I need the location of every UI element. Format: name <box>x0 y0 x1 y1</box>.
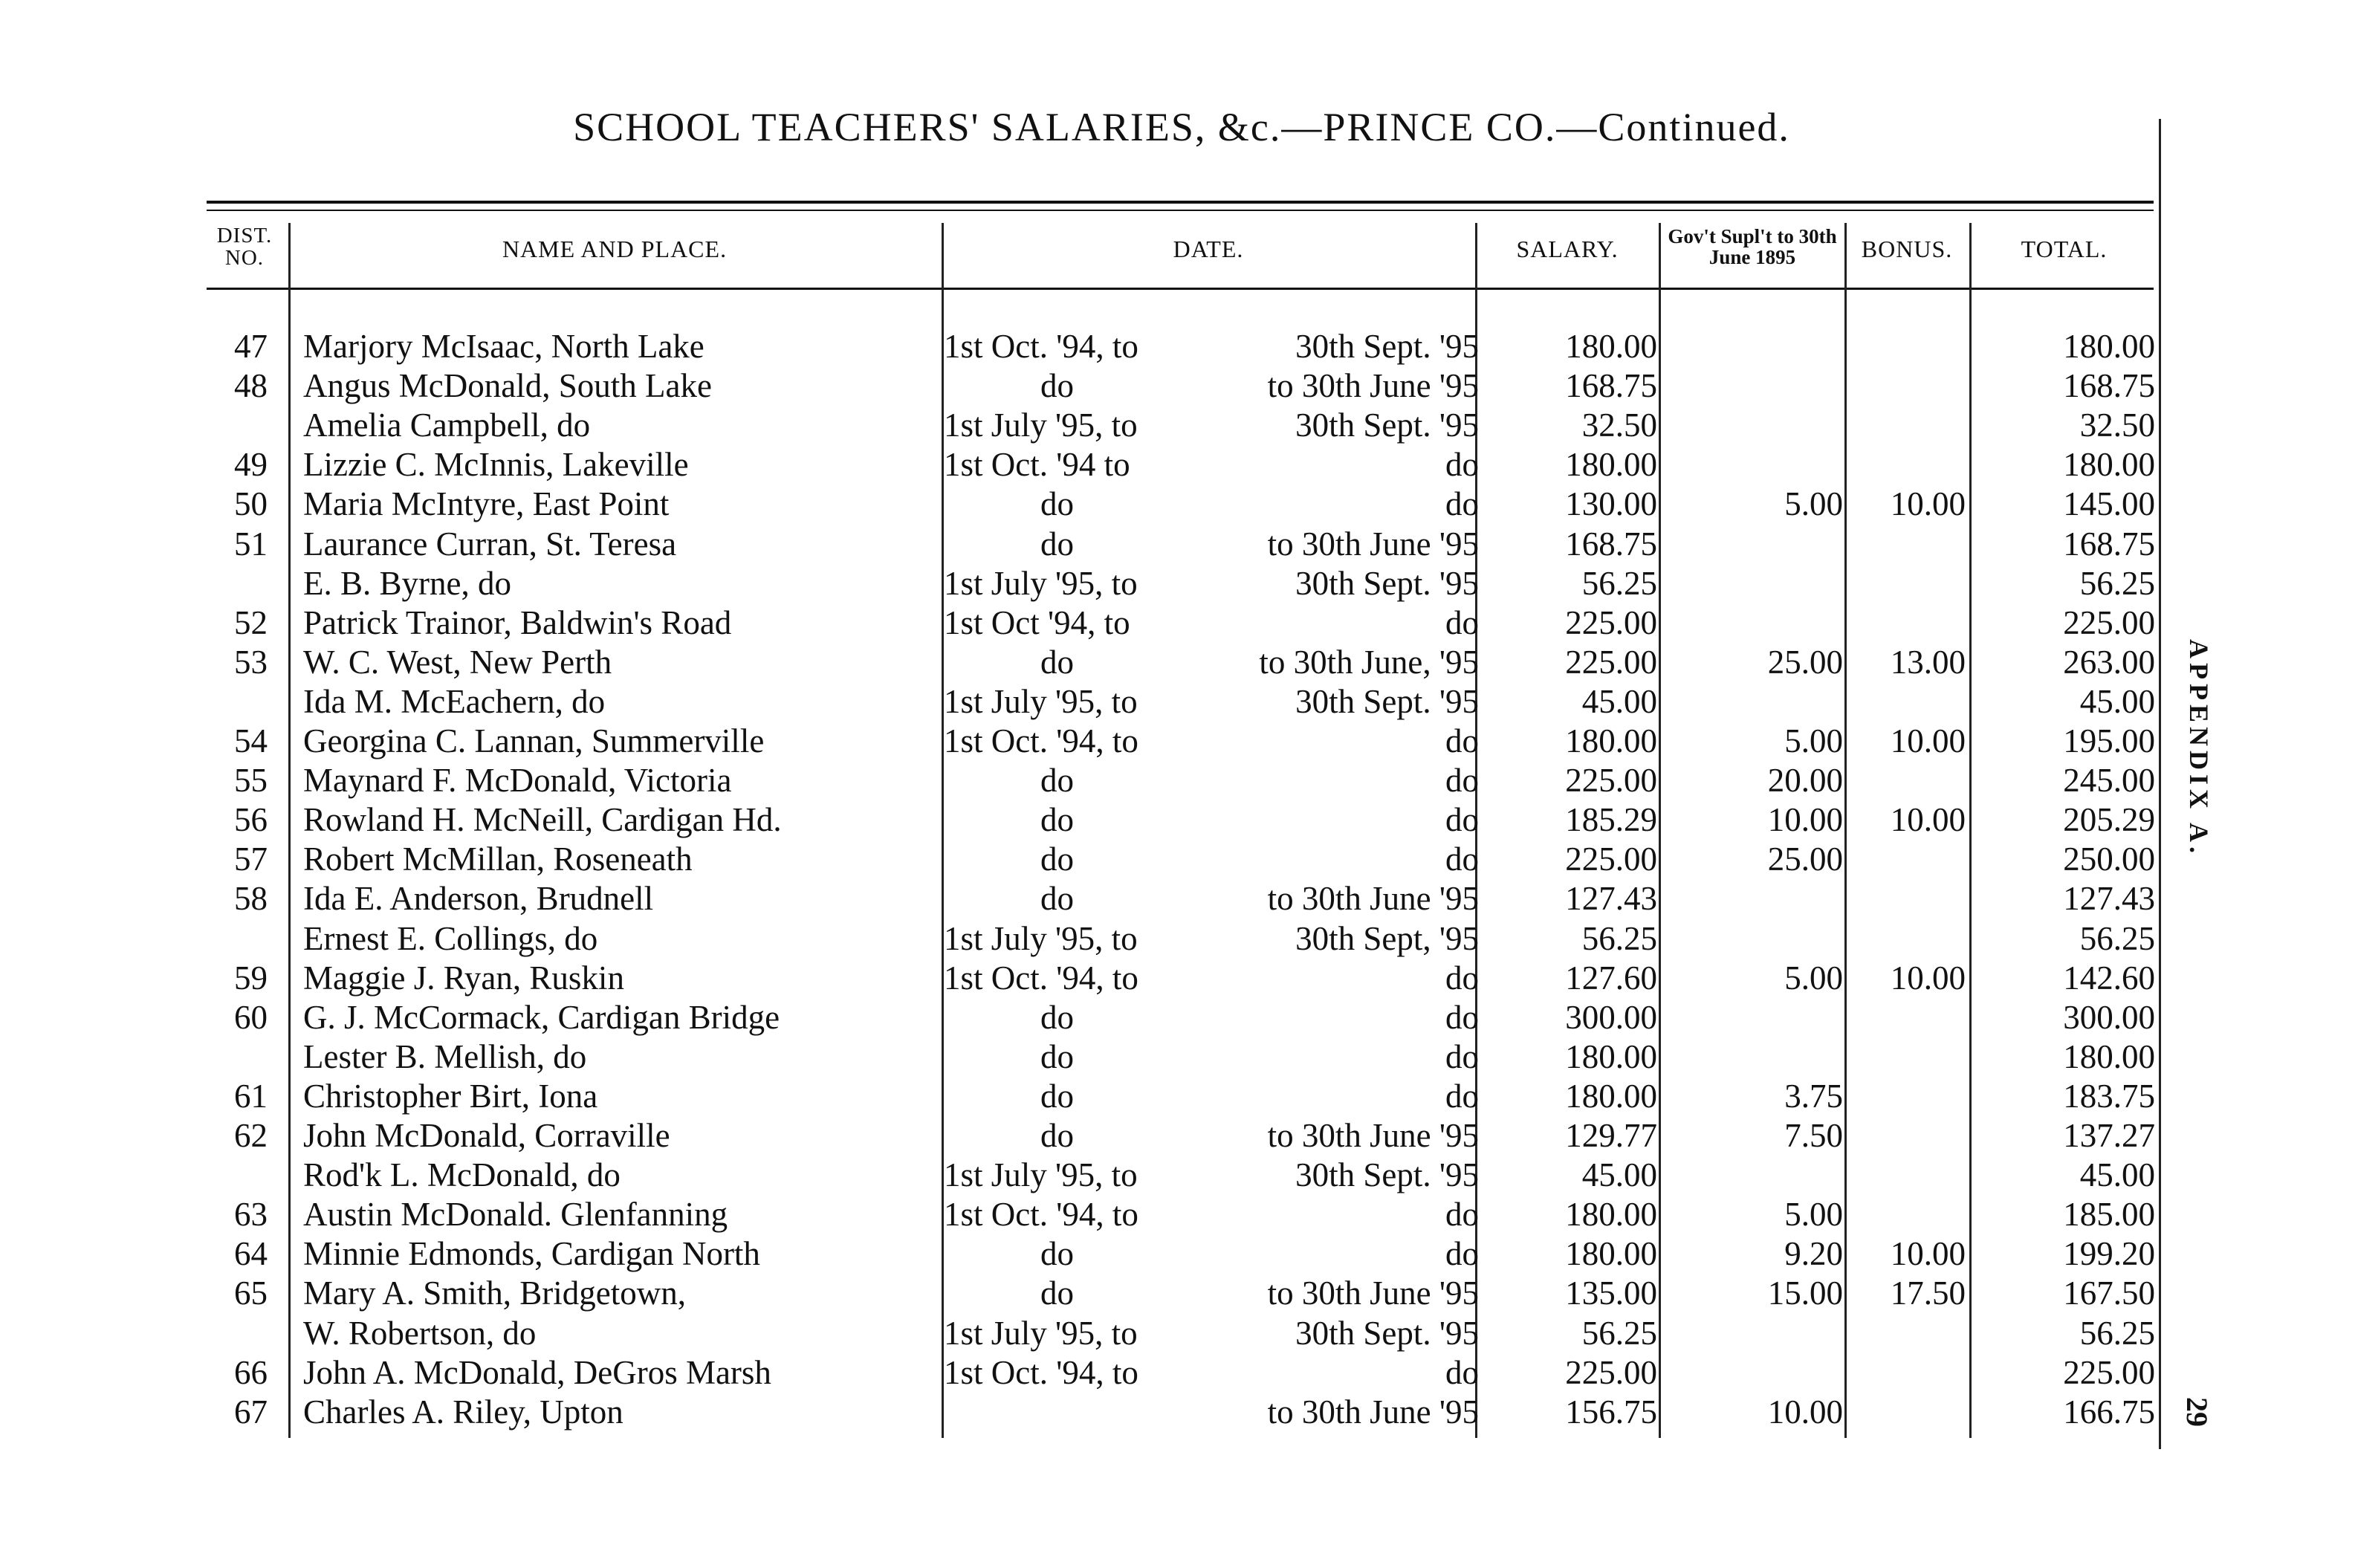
total-cell: 45.00 <box>2079 682 2155 720</box>
bonus-cell: 10.00 <box>1890 801 1966 839</box>
table-row <box>0 1314 2229 1353</box>
bonus-cell <box>1850 327 1966 366</box>
supplement-cell: 10.00 <box>1767 1393 1843 1431</box>
supplement-cell: 5.00 <box>1784 1196 1843 1234</box>
dist-no-cell: 62 <box>234 1117 268 1154</box>
date-from: 1st Oct '94, to <box>944 603 1130 641</box>
total-cell: 168.75 <box>2063 367 2155 405</box>
bonus-cell <box>1850 1195 1966 1234</box>
date-from: do <box>1040 1274 1074 1312</box>
date-to: do <box>1445 1353 1479 1391</box>
date-to: 30th Sept. '95 <box>1295 1156 1479 1194</box>
total-cell: 183.75 <box>2063 1077 2155 1115</box>
table-row <box>0 722 2229 761</box>
supplement-cell <box>1665 525 1843 564</box>
salary-cell: 180.00 <box>1565 1196 1657 1234</box>
total-cell: 195.00 <box>2063 722 2155 759</box>
bonus-cell: 17.50 <box>1890 1274 1966 1312</box>
salary-cell: 225.00 <box>1565 643 1657 681</box>
date-to: do <box>1445 959 1479 997</box>
salary-cell: 127.60 <box>1565 959 1657 997</box>
name-place-cell: Austin McDonald. Glenfanning <box>303 1196 728 1234</box>
total-cell: 56.25 <box>2079 1314 2155 1352</box>
date-from: 1st Oct. '94, to <box>944 1196 1138 1234</box>
date-to: 30th Sept. '95 <box>1295 1314 1479 1352</box>
date-to: 30th Sept, '95 <box>1295 919 1479 957</box>
date-to: do <box>1445 1037 1479 1075</box>
date-to: do <box>1445 446 1479 484</box>
supplement-cell <box>1665 366 1843 406</box>
dist-no-cell: 54 <box>234 722 268 759</box>
dist-no-cell <box>204 1156 268 1195</box>
name-place-cell: Lester B. Mellish, do <box>303 1037 587 1075</box>
bonus-cell <box>1850 1314 1966 1353</box>
supplement-cell <box>1665 327 1843 366</box>
dist-no-cell <box>204 1037 268 1077</box>
salary-cell: 56.25 <box>1581 564 1657 602</box>
date-from: do <box>1040 880 1074 918</box>
name-place-cell: G. J. McCormack, Cardigan Bridge <box>303 998 780 1036</box>
date-cell <box>944 1037 1479 1077</box>
date-cell <box>944 840 1479 879</box>
top-rule-thick <box>207 201 2154 204</box>
dist-no-cell <box>204 682 268 722</box>
date-cell <box>944 1077 1479 1116</box>
bonus-cell <box>1850 761 1966 800</box>
bonus-cell: 10.00 <box>1890 485 1966 523</box>
supplement-cell: 3.75 <box>1784 1077 1843 1115</box>
total-cell: 225.00 <box>2063 1353 2155 1391</box>
header-dist-no-text: DIST. NO. <box>216 224 273 270</box>
header-bonus: BONUS. <box>1861 236 1953 262</box>
name-place-cell: Laurance Curran, St. Teresa <box>303 525 677 563</box>
date-from: do <box>1040 643 1074 681</box>
date-cell <box>944 643 1479 682</box>
total-cell: 56.25 <box>2079 564 2155 602</box>
date-from: do <box>1040 485 1074 523</box>
date-cell <box>944 800 1479 840</box>
table-row <box>0 840 2229 879</box>
salary-cell: 180.00 <box>1565 1235 1657 1273</box>
salary-cell: 56.25 <box>1581 1314 1657 1352</box>
date-to: do <box>1445 485 1479 523</box>
supplement-cell: 25.00 <box>1767 643 1843 681</box>
salary-cell: 130.00 <box>1565 485 1657 523</box>
supplement-cell <box>1665 1314 1843 1353</box>
date-from: do <box>1040 840 1074 878</box>
dist-no-cell <box>204 1314 268 1353</box>
date-from: 1st Oct. '94, to <box>944 328 1138 365</box>
bonus-cell <box>1850 1037 1966 1077</box>
supplement-cell: 5.00 <box>1784 485 1843 523</box>
table-row <box>0 366 2229 406</box>
date-to: do <box>1445 1196 1479 1234</box>
dist-no-cell: 63 <box>234 1196 268 1234</box>
total-cell: 180.00 <box>2063 446 2155 484</box>
salary-cell: 185.29 <box>1565 801 1657 839</box>
date-to: 30th Sept. '95 <box>1295 682 1479 720</box>
name-place-cell: Charles A. Riley, Upton <box>303 1393 623 1431</box>
dist-no-cell: 59 <box>234 959 268 997</box>
date-from: do <box>1040 525 1074 563</box>
date-cell <box>944 406 1479 445</box>
header-date: DATE. <box>1173 236 1244 262</box>
bonus-cell <box>1850 564 1966 603</box>
table-row <box>0 682 2229 722</box>
supplement-cell <box>1665 879 1843 919</box>
date-from: 1st Oct. '94, to <box>944 1353 1138 1391</box>
date-cell <box>944 603 1479 643</box>
salary-cell: 129.77 <box>1565 1117 1657 1154</box>
total-cell: 180.00 <box>2063 328 2155 365</box>
salary-cell: 180.00 <box>1565 1037 1657 1075</box>
dist-no-cell <box>204 564 268 603</box>
name-place-cell: Mary A. Smith, Bridgetown, <box>303 1274 686 1312</box>
date-cell <box>944 1314 1479 1353</box>
total-cell: 127.43 <box>2063 880 2155 918</box>
header-total: TOTAL. <box>2021 236 2108 262</box>
table-row <box>0 327 2229 366</box>
total-cell: 225.00 <box>2063 603 2155 641</box>
date-from: do <box>1040 367 1074 405</box>
date-to: 30th Sept. '95 <box>1295 406 1479 444</box>
bonus-cell: 13.00 <box>1890 643 1966 681</box>
name-place-cell: Maria McIntyre, East Point <box>303 485 670 523</box>
dist-no-cell: 55 <box>234 762 268 800</box>
supplement-cell <box>1665 564 1843 603</box>
table-row <box>0 445 2229 485</box>
table-row <box>0 998 2229 1037</box>
date-to: 30th Sept. '95 <box>1295 564 1479 602</box>
name-place-cell: Marjory McIsaac, North Lake <box>303 328 704 365</box>
date-from: do <box>1040 1077 1074 1115</box>
salary-cell: 225.00 <box>1565 840 1657 878</box>
date-cell <box>944 919 1479 959</box>
bonus-cell <box>1850 445 1966 485</box>
total-cell: 205.29 <box>2063 801 2155 839</box>
salary-cell: 127.43 <box>1565 880 1657 918</box>
salary-cell: 56.25 <box>1581 919 1657 957</box>
name-place-cell: Ida E. Anderson, Brudnell <box>303 880 654 918</box>
supplement-cell <box>1665 406 1843 445</box>
table-row <box>0 1234 2229 1274</box>
date-to: to 30th June '95 <box>1267 880 1479 918</box>
date-cell <box>944 525 1479 564</box>
bonus-cell <box>1850 1353 1966 1393</box>
supplement-cell <box>1665 1037 1843 1077</box>
page-title: SCHOOL TEACHERS' SALARIES, &c.—PRINCE CO.—Continued. <box>573 105 1790 149</box>
table-row <box>0 603 2229 643</box>
table-row <box>0 1156 2229 1195</box>
date-to: do <box>1445 840 1479 878</box>
salary-cell: 225.00 <box>1565 762 1657 800</box>
total-cell: 245.00 <box>2063 762 2155 800</box>
salary-cell: 180.00 <box>1565 1077 1657 1115</box>
date-from: do <box>1040 1117 1074 1154</box>
table-row <box>0 1077 2229 1116</box>
bonus-cell <box>1850 406 1966 445</box>
date-cell <box>944 1156 1479 1195</box>
total-cell: 137.27 <box>2063 1117 2155 1154</box>
table-row <box>0 1393 2229 1432</box>
date-cell <box>944 998 1479 1037</box>
top-rule-thin <box>207 210 2154 211</box>
date-from: 1st July '95, to <box>944 1156 1138 1194</box>
salary-cell: 225.00 <box>1565 1353 1657 1391</box>
dist-no-cell: 60 <box>234 998 268 1036</box>
date-to: to 30th June '95 <box>1267 1274 1479 1312</box>
dist-no-cell: 64 <box>234 1235 268 1273</box>
salary-cell: 45.00 <box>1581 682 1657 720</box>
date-to: to 30th June '95 <box>1267 1117 1479 1154</box>
date-to: do <box>1445 762 1479 800</box>
bonus-cell <box>1850 603 1966 643</box>
name-place-cell: Ida M. McEachern, do <box>303 682 606 720</box>
dist-no-cell: 57 <box>234 840 268 878</box>
salary-cell: 180.00 <box>1565 722 1657 759</box>
supplement-cell <box>1665 603 1843 643</box>
dist-no-cell: 66 <box>234 1353 268 1391</box>
supplement-cell <box>1665 682 1843 722</box>
bonus-cell <box>1850 525 1966 564</box>
date-cell <box>944 722 1479 761</box>
name-place-cell: Patrick Trainor, Baldwin's Road <box>303 603 732 641</box>
bonus-cell: 10.00 <box>1890 1235 1966 1273</box>
dist-no-cell: 49 <box>234 446 268 484</box>
header-govt-supplement: Gov't Supl't to 30th June 1895 <box>1668 225 1837 268</box>
supplement-cell: 15.00 <box>1767 1274 1843 1312</box>
date-to: to 30th June '95 <box>1267 525 1479 563</box>
date-from: 1st Oct. '94 to <box>944 446 1130 484</box>
date-to: 30th Sept. '95 <box>1295 328 1479 365</box>
bonus-cell <box>1850 879 1966 919</box>
name-place-cell: John McDonald, Corraville <box>303 1117 670 1154</box>
salary-cell: 300.00 <box>1565 998 1657 1036</box>
name-place-cell: Rod'k L. McDonald, do <box>303 1156 621 1194</box>
date-to: do <box>1445 801 1479 839</box>
dist-no-cell <box>204 406 268 445</box>
table-row <box>0 643 2229 682</box>
date-from: 1st Oct. '94, to <box>944 722 1138 759</box>
supplement-cell: 10.00 <box>1767 801 1843 839</box>
table-row <box>0 1274 2229 1313</box>
dist-no-cell <box>204 919 268 959</box>
name-place-cell: Rowland H. McNeill, Cardigan Hd. <box>303 801 782 839</box>
dist-no-cell: 58 <box>234 880 268 918</box>
dist-no-cell: 56 <box>234 801 268 839</box>
total-cell: 56.25 <box>2079 919 2155 957</box>
supplement-cell <box>1665 1156 1843 1195</box>
date-cell <box>944 1116 1479 1156</box>
name-place-cell: E. B. Byrne, do <box>303 564 511 602</box>
salary-cell: 180.00 <box>1565 328 1657 365</box>
supplement-cell: 9.20 <box>1784 1235 1843 1273</box>
bonus-cell: 10.00 <box>1890 959 1966 997</box>
name-place-cell: Georgina C. Lannan, Summerville <box>303 722 765 759</box>
date-cell <box>944 445 1479 485</box>
bonus-cell <box>1850 840 1966 879</box>
supplement-cell: 20.00 <box>1767 762 1843 800</box>
date-cell <box>944 1353 1479 1393</box>
total-cell: 32.50 <box>2079 406 2155 444</box>
date-from: do <box>1040 762 1074 800</box>
total-cell: 263.00 <box>2063 643 2155 681</box>
salary-cell: 156.75 <box>1565 1393 1657 1431</box>
appendix-label: APPENDIX A. <box>2184 639 2214 858</box>
date-cell <box>944 761 1479 800</box>
header-dist-no <box>204 224 285 269</box>
table-row <box>0 1116 2229 1156</box>
date-to: do <box>1445 998 1479 1036</box>
date-from: 1st Oct. '94, to <box>944 959 1138 997</box>
dist-no-cell: 53 <box>234 643 268 681</box>
name-place-cell: Amelia Campbell, do <box>303 406 591 444</box>
salary-cell: 225.00 <box>1565 603 1657 641</box>
supplement-cell <box>1665 998 1843 1037</box>
table-row <box>0 1353 2229 1393</box>
supplement-cell: 5.00 <box>1784 959 1843 997</box>
name-place-cell: Minnie Edmonds, Cardigan North <box>303 1235 760 1273</box>
total-cell: 185.00 <box>2063 1196 2155 1234</box>
date-from: 1st July '95, to <box>944 564 1138 602</box>
header-bottom-rule <box>207 288 2154 290</box>
name-place-cell: Ernest E. Collings, do <box>303 919 598 957</box>
name-place-cell: Angus McDonald, South Lake <box>303 367 712 405</box>
total-cell: 250.00 <box>2063 840 2155 878</box>
total-cell: 167.50 <box>2063 1274 2155 1312</box>
date-cell <box>944 1393 1479 1432</box>
date-from: do <box>1040 1235 1074 1273</box>
total-cell: 166.75 <box>2063 1393 2155 1431</box>
table-row <box>0 485 2229 524</box>
table-row <box>0 919 2229 959</box>
total-cell: 142.60 <box>2063 959 2155 997</box>
table-row <box>0 525 2229 564</box>
supplement-cell: 25.00 <box>1767 840 1843 878</box>
salary-cell: 45.00 <box>1581 1156 1657 1194</box>
total-cell: 45.00 <box>2079 1156 2155 1194</box>
header-salary: SALARY. <box>1516 236 1619 262</box>
table-row <box>0 761 2229 800</box>
name-place-cell: Robert McMillan, Roseneath <box>303 840 693 878</box>
dist-no-cell: 65 <box>234 1274 268 1312</box>
table-row <box>0 564 2229 603</box>
total-cell: 145.00 <box>2063 485 2155 523</box>
date-from: do <box>1040 801 1074 839</box>
date-to: to 30th June '95 <box>1267 367 1479 405</box>
supplement-cell <box>1665 445 1843 485</box>
date-cell <box>944 366 1479 406</box>
date-from: do <box>1040 998 1074 1036</box>
date-to: do <box>1445 1235 1479 1273</box>
salary-cell: 168.75 <box>1565 367 1657 405</box>
dist-no-cell: 50 <box>234 485 268 523</box>
date-from: do <box>1040 1037 1074 1075</box>
header-name-place: NAME AND PLACE. <box>502 236 728 262</box>
name-place-cell: Lizzie C. McInnis, Lakeville <box>303 446 689 484</box>
dist-no-cell: 61 <box>234 1077 268 1115</box>
total-cell: 180.00 <box>2063 1037 2155 1075</box>
dist-no-cell: 51 <box>234 525 268 563</box>
salary-cell: 135.00 <box>1565 1274 1657 1312</box>
date-to: do <box>1445 1077 1479 1115</box>
name-place-cell: Maggie J. Ryan, Ruskin <box>303 959 624 997</box>
total-cell: 300.00 <box>2063 998 2155 1036</box>
date-from: 1st July '95, to <box>944 1314 1138 1352</box>
table-row <box>0 1195 2229 1234</box>
table-row <box>0 959 2229 998</box>
name-place-cell: John A. McDonald, DeGros Marsh <box>303 1353 771 1391</box>
bonus-cell <box>1850 919 1966 959</box>
date-from: 1st July '95, to <box>944 406 1138 444</box>
date-to: to 30th June, '95 <box>1259 643 1479 681</box>
date-cell <box>944 959 1479 998</box>
dist-no-cell: 47 <box>234 328 268 365</box>
table-row <box>0 1037 2229 1077</box>
date-cell <box>944 1195 1479 1234</box>
name-place-cell: W. C. West, New Perth <box>303 643 612 681</box>
table-row <box>0 879 2229 919</box>
supplement-cell: 7.50 <box>1784 1117 1843 1154</box>
table-row <box>0 800 2229 840</box>
name-place-cell: W. Robertson, do <box>303 1314 537 1352</box>
dist-no-cell: 67 <box>234 1393 268 1431</box>
date-from: 1st July '95, to <box>944 919 1138 957</box>
bonus-cell <box>1850 1156 1966 1195</box>
date-cell <box>944 327 1479 366</box>
date-to: do <box>1445 603 1479 641</box>
bonus-cell <box>1850 1393 1966 1432</box>
dist-no-cell: 48 <box>234 367 268 405</box>
date-to: to 30th June '95 <box>1267 1393 1479 1431</box>
date-cell <box>944 485 1479 524</box>
dist-no-cell: 52 <box>234 603 268 641</box>
date-from: 1st July '95, to <box>944 682 1138 720</box>
salary-cell: 180.00 <box>1565 446 1657 484</box>
date-cell <box>944 682 1479 722</box>
table-row <box>0 406 2229 445</box>
bonus-cell <box>1850 366 1966 406</box>
supplement-cell <box>1665 919 1843 959</box>
name-place-cell: Christopher Birt, Iona <box>303 1077 598 1115</box>
name-place-cell: Maynard F. McDonald, Victoria <box>303 762 732 800</box>
date-cell <box>944 1234 1479 1274</box>
bonus-cell: 10.00 <box>1890 722 1966 759</box>
salary-cell: 168.75 <box>1565 525 1657 563</box>
bonus-cell <box>1850 1116 1966 1156</box>
supplement-cell <box>1665 1353 1843 1393</box>
date-cell <box>944 1274 1479 1313</box>
total-cell: 199.20 <box>2063 1235 2155 1273</box>
date-cell <box>944 879 1479 919</box>
date-to: do <box>1445 722 1479 759</box>
salary-cell: 32.50 <box>1581 406 1657 444</box>
total-cell: 168.75 <box>2063 525 2155 563</box>
bonus-cell <box>1850 998 1966 1037</box>
bonus-cell <box>1850 1077 1966 1116</box>
bonus-cell <box>1850 682 1966 722</box>
date-cell <box>944 564 1479 603</box>
supplement-cell: 5.00 <box>1784 722 1843 759</box>
page-number: 29 <box>2180 1397 2214 1427</box>
